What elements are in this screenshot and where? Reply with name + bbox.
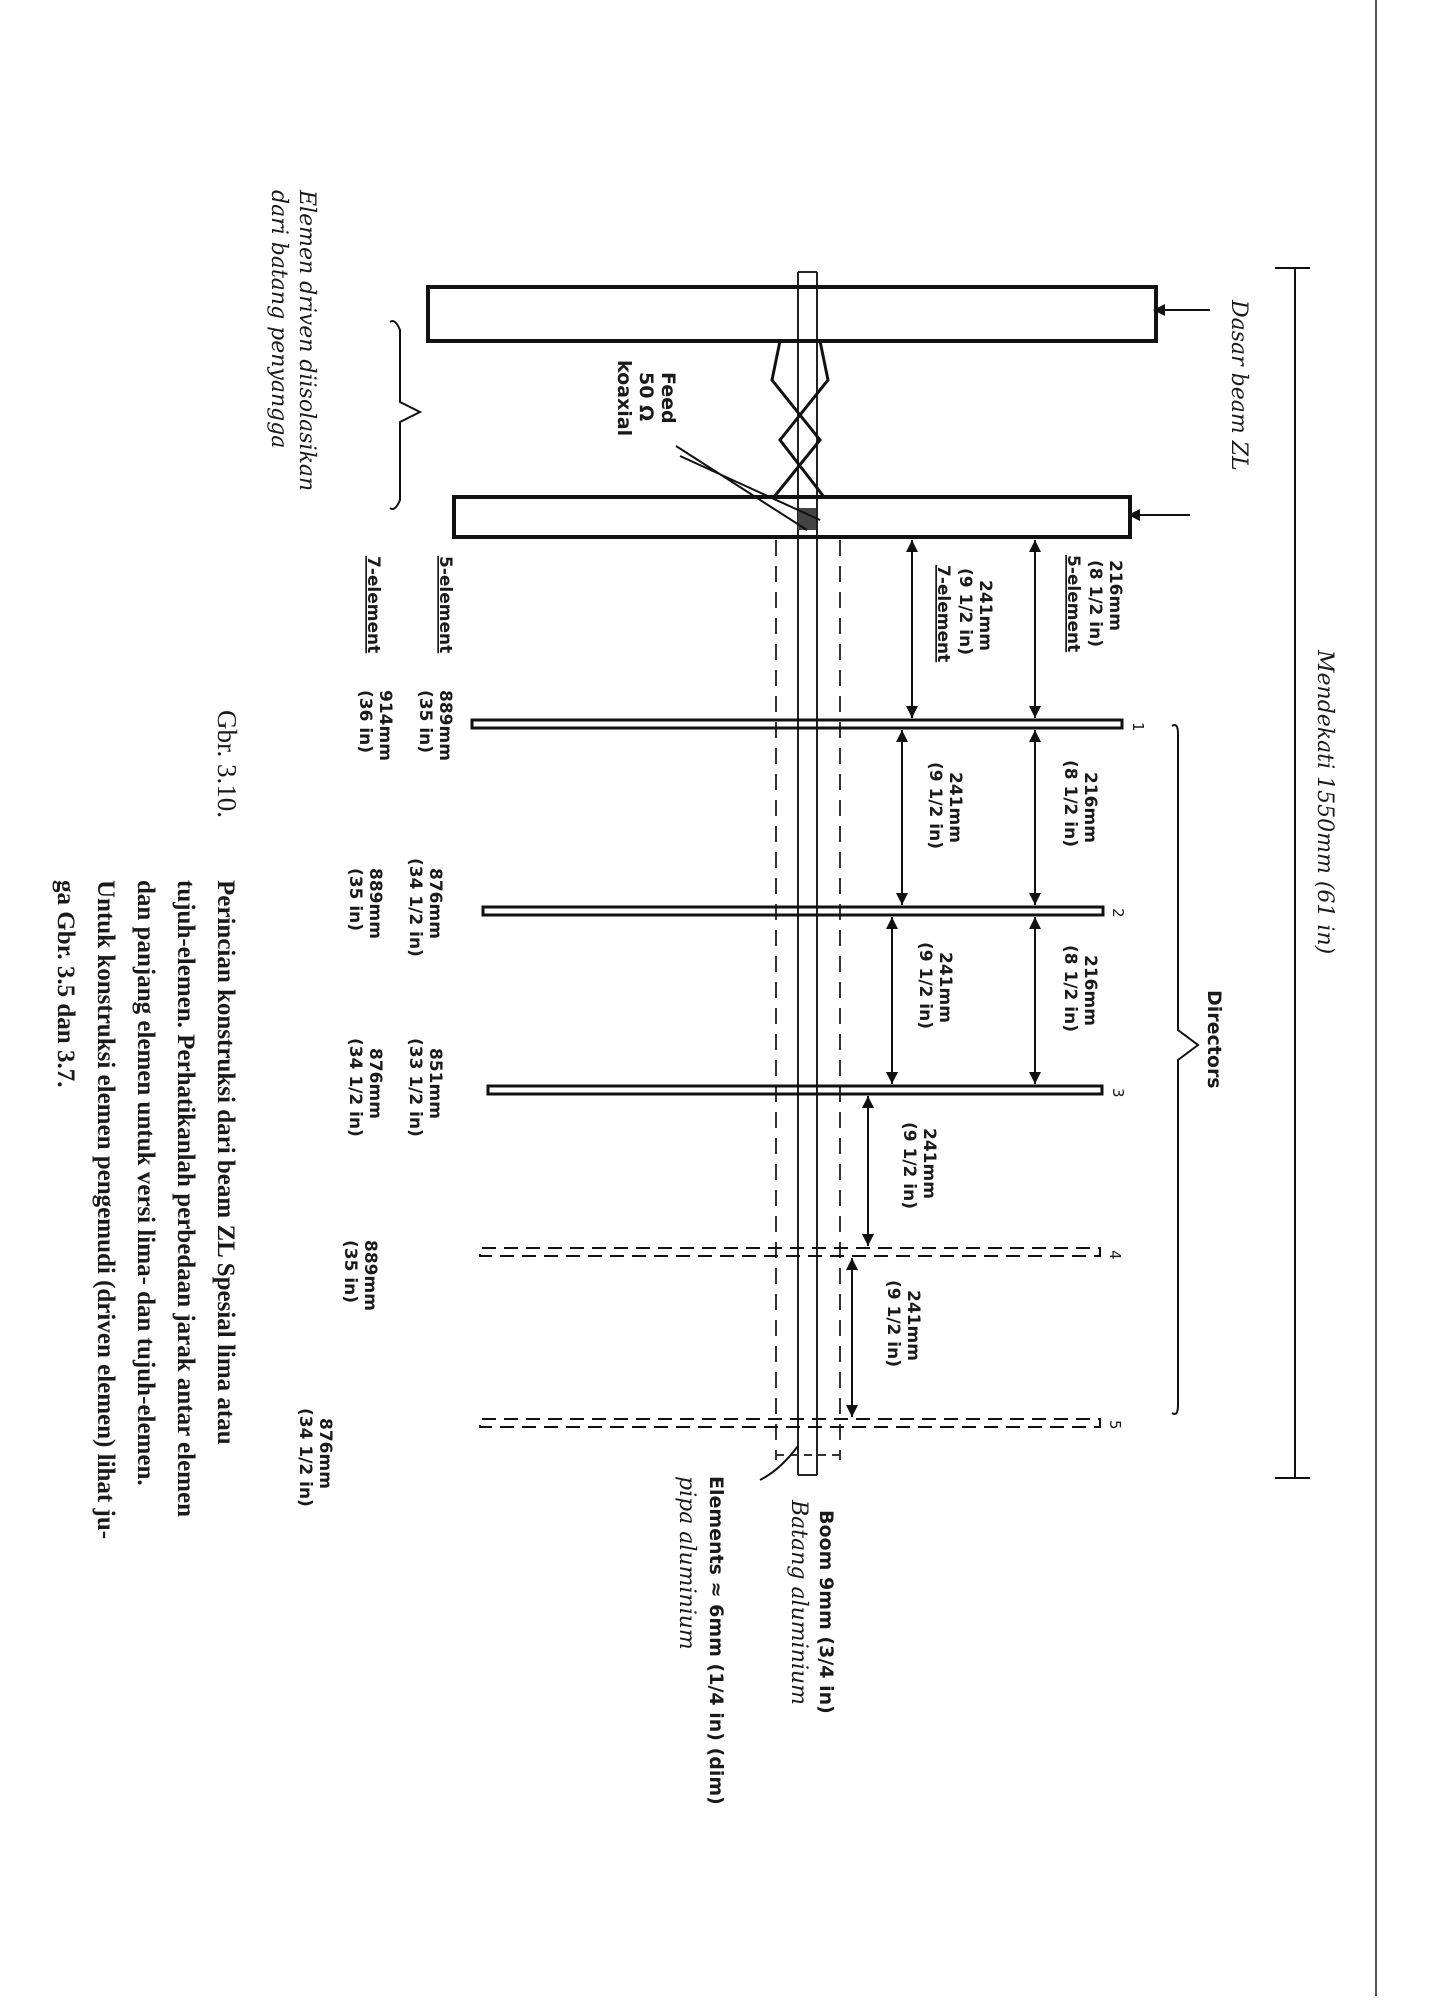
driven-note-brace (390, 321, 420, 509)
directors (472, 720, 1147, 1430)
caption-number: Gbr. 3.10. (212, 710, 242, 818)
overall-length-label: Mendekati 1550mm (61 in) (1312, 650, 1337, 955)
director-number-4: 4 (1106, 1250, 1124, 1260)
spacing-7-d5-in: (9 1/2 in) (883, 1280, 903, 1368)
length-5-d3-in: (33 1/2 in) (405, 1038, 425, 1137)
director-number-1: 1 (1129, 722, 1147, 732)
caption-line-3: dan panjang elemen untuk versi lima- dan tujuh-elemen. (132, 880, 159, 1486)
length-7-d3-in: (34 1/2 in) (345, 1038, 365, 1137)
rotated-figure (52, 189, 1337, 1805)
spacing-7-element (846, 540, 995, 1417)
spacing-5-d3-in: (8 1/2 in) (1060, 945, 1080, 1033)
driven-element (428, 287, 1156, 537)
spacing-5-d2-in: (8 1/2 in) (1060, 760, 1080, 848)
length-7-d4-mm: 889mm (360, 1240, 380, 1311)
spacing-5-d1-mm: 216mm (1105, 560, 1125, 631)
length-7-d2-in: (35 in) (345, 868, 365, 932)
driven-element-top-bar (428, 287, 1156, 341)
spacing-5-d1-in: (8 1/2 in) (1085, 560, 1105, 648)
driven-element-bottom-bar (454, 497, 1130, 537)
spacing-7-d1-in: (9 1/2 in) (955, 568, 975, 656)
length-7-d3-mm: 876mm (365, 1048, 385, 1119)
variant-7-label-upper: 7-element (933, 565, 953, 663)
length-7-d1-mm: 914mm (375, 690, 395, 761)
figure-caption (52, 710, 242, 1539)
length-7-d5-in: (34 1/2 in) (295, 1408, 315, 1507)
director-number-5: 5 (1106, 1420, 1124, 1430)
length-7-d5-mm: 876mm (315, 1418, 335, 1489)
boom-material-label: Batang aluminium (786, 1500, 811, 1705)
director-5 (480, 1419, 1100, 1427)
director-2 (483, 907, 1103, 915)
director-3 (488, 1086, 1102, 1094)
spacing-7-d1-mm: 241mm (975, 580, 995, 651)
caption-line-4: Untuk konstruksi elemen pengemudi (driven elemen) lihat ju- (92, 880, 119, 1540)
directors-label: Directors (1203, 990, 1225, 1089)
length-5-d1-mm: 889mm (435, 690, 455, 761)
caption-line-5: ga Gbr. 3.5 dan 3.7. (52, 880, 79, 1088)
driven-base-label: Dasar beam ZL (1226, 300, 1251, 471)
length-7-d4-in: (35 in) (340, 1240, 360, 1304)
variant-7-label-lower: 7-element (363, 556, 383, 654)
length-5-d3-mm: 851mm (425, 1048, 445, 1119)
feed-arrow-line-a (676, 446, 807, 530)
spacing-7-d3-in: (9 1/2 in) (915, 942, 935, 1030)
directors-brace (1172, 725, 1198, 1414)
boom (776, 272, 840, 1475)
length-5-d1-in: (35 in) (415, 690, 435, 754)
caption-line-2: tujuh-elemen. Perhatikanlah perbedaan jarak antar elemen (172, 880, 199, 1518)
variant-5-label-lower: 5-element (435, 556, 455, 654)
spacing-5-d3-mm: 216mm (1080, 955, 1100, 1026)
spacing-7-d2-mm: 241mm (945, 772, 965, 843)
director-number-3: 3 (1109, 1088, 1127, 1098)
boom-label: Boom 9mm (3/4 in) (815, 1510, 837, 1714)
length-7-d2-mm: 889mm (365, 868, 385, 939)
length-5-d2-in: (34 1/2 in) (405, 858, 425, 957)
boom-note-leader (760, 1446, 798, 1480)
spacing-5-element (1029, 540, 1125, 1084)
elements-label: Elements ≈ 6mm (1/4 in) (dim) (705, 1476, 727, 1805)
spacing-7-d5-mm: 241mm (903, 1290, 923, 1361)
length-5-d2-mm: 876mm (425, 868, 445, 939)
length-7-d1-in: (36 in) (355, 690, 375, 754)
driven-note-line-2: dari batang penyangga (266, 190, 291, 449)
caption-line-1: Perincian konstruksi dari beam ZL Spesial lima atau (212, 880, 239, 1445)
director-number-2: 2 (1109, 908, 1127, 918)
elements-material-label: pipa aluminium (674, 1476, 699, 1650)
spacing-7-d2-in: (9 1/2 in) (925, 762, 945, 850)
director-4 (480, 1248, 1100, 1256)
spacing-7-d4-in: (9 1/2 in) (899, 1122, 919, 1210)
driven-note-line-1: Elemen driven diisolasikan (294, 190, 319, 492)
spacing-5-d2-mm: 216mm (1080, 772, 1100, 843)
spacing-7-d4-mm: 241mm (919, 1128, 939, 1199)
feed-coax-label: koaxial (613, 360, 635, 437)
variant-5-label-upper: 5-element (1063, 555, 1083, 653)
feed-label: Feed (657, 372, 679, 424)
element-length-table (295, 556, 455, 1507)
spacing-7-d3-mm: 241mm (935, 952, 955, 1023)
feed-impedance-label: 50 Ω (635, 372, 657, 422)
